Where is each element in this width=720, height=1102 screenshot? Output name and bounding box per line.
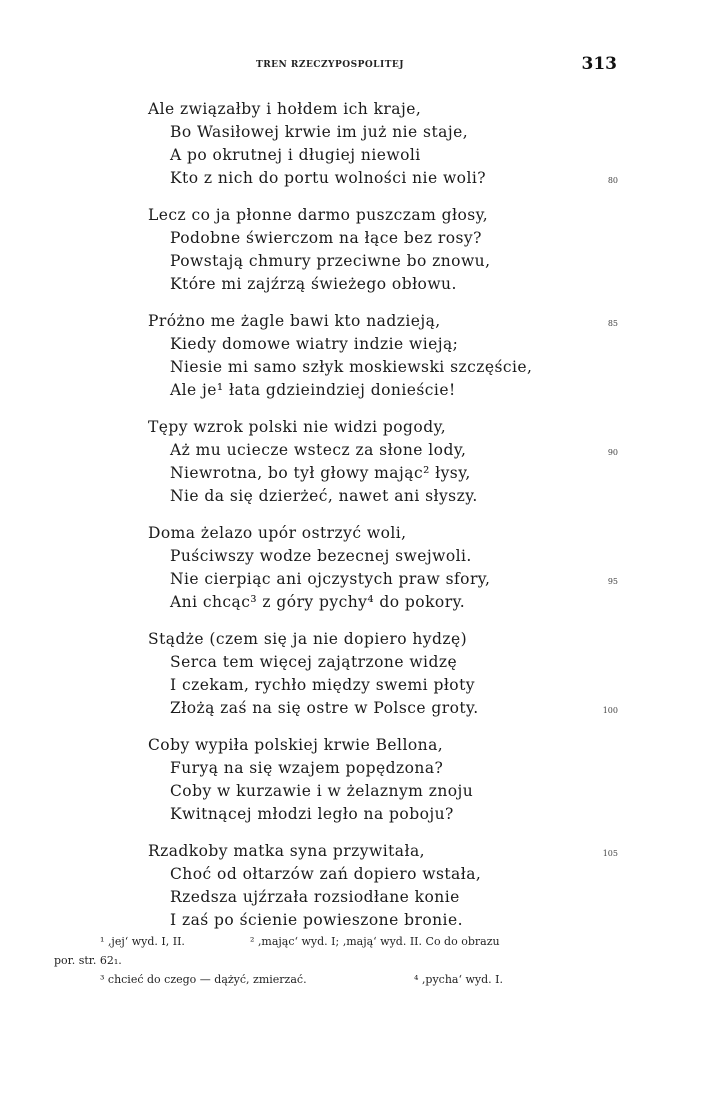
verse-text: Coby w kurzawie i w żelaznym znoju <box>170 782 474 800</box>
verse-line <box>148 144 618 167</box>
verse-text: Próżno me żagle bawi kto nadzieją, <box>148 312 441 330</box>
footnote-3: ³ chcieć do czego — dążyć, zmierzać. <box>100 973 307 986</box>
verse-text: Ale związałby i hołdem ich kraje, <box>148 100 422 118</box>
verse-line <box>148 439 618 462</box>
line-number: 90 <box>607 448 618 457</box>
line-number: 105 <box>602 849 618 858</box>
verse-line <box>148 273 618 296</box>
verse-line <box>148 757 618 780</box>
verse-text: Lecz co ja płonne darmo puszczam głosy, <box>148 206 489 224</box>
verse-text: Aż mu uciecze wstecz za słone lody, <box>170 441 467 459</box>
verse-text: Bo Wasiłowej krwie im już nie staje, <box>170 123 469 141</box>
footnote-4: ⁴ ‚pycha‘ wyd. I. <box>414 973 503 986</box>
line-number: 80 <box>607 176 618 185</box>
verse-line <box>148 416 618 439</box>
footnote-row <box>54 951 614 970</box>
footnote-2: ² ‚mając‘ wyd. I; ‚mają‘ wyd. II. Co do obrazu <box>250 935 500 948</box>
verse-line <box>148 863 618 886</box>
footnotes <box>54 932 614 989</box>
verse-line <box>148 886 618 909</box>
stanza <box>148 416 618 508</box>
verse-text: Stądże (czem się ja nie dopiero hydzę) <box>148 630 468 648</box>
verse-line <box>148 250 618 273</box>
verse-text: Puściwszy wodze bezecnej swejwoli. <box>170 547 472 565</box>
verse-text: Nie da się dzierżeć, nawet ani słyszy. <box>170 487 478 505</box>
verse-text: Rzedsza ujźrzała rozsiodłane konie <box>170 888 460 906</box>
verse-line <box>148 651 618 674</box>
verse-text: Ani chcąc³ z góry pychy⁴ do pokory. <box>170 593 466 611</box>
verse-line <box>148 462 618 485</box>
verse-line <box>148 909 618 932</box>
stanza <box>148 840 618 932</box>
verse-text: Rzadkoby matka syna przywitała, <box>148 842 426 860</box>
verse-text: Serca tem więcej zajątrzone widzę <box>170 653 458 671</box>
verse-text: A po okrutnej i długiej niewoli <box>170 146 421 164</box>
stanza <box>148 628 618 720</box>
footnote-2-continuation: por. str. 62₁. <box>54 954 122 967</box>
verse-line <box>148 167 618 190</box>
verse-line <box>148 840 618 863</box>
verse-line <box>148 333 618 356</box>
line-number: 85 <box>607 319 618 328</box>
line-number: 95 <box>607 577 618 586</box>
verse-text: I czekam, rychło między swemi płoty <box>170 676 475 694</box>
stanza <box>148 522 618 614</box>
verse-text: Doma żelazo upór ostrzyć woli, <box>148 524 407 542</box>
verse-line <box>148 98 618 121</box>
verse-text: Złożą zaś na się ostre w Polsce groty. <box>170 699 479 717</box>
verse-text: Choć od ołtarzów zań dopiero wstała, <box>170 865 482 883</box>
verse-text: Coby wypiła polskiej krwie Bellona, <box>148 736 444 754</box>
running-header: TREN RZECZYPOSPOLITEJ <box>256 60 405 70</box>
verse-line <box>148 522 618 545</box>
verse-text: Furyą na się wzajem popędzona? <box>170 759 444 777</box>
verse-text: Ale je¹ łata gdzieindziej donieście! <box>170 381 456 399</box>
poem-text <box>148 98 618 946</box>
verse-line <box>148 591 618 614</box>
verse-text: Kiedy domowe wiatry indzie wieją; <box>170 335 459 353</box>
footnote-row <box>54 932 614 951</box>
footnote-row <box>54 970 614 989</box>
verse-line <box>148 780 618 803</box>
verse-text: Powstają chmury przeciwne bo znowu, <box>170 252 491 270</box>
verse-line <box>148 803 618 826</box>
page-number: 313 <box>581 54 617 74</box>
verse-text: Niewrotna, bo tył głowy mając² łysy, <box>170 464 471 482</box>
verse-line <box>148 734 618 757</box>
verse-text: Kto z nich do portu wolności nie woli? <box>170 169 487 187</box>
verse-text: Nie cierpiąc ani ojczystych praw sfory, <box>170 570 491 588</box>
footnote-1: ¹ ‚jej‘ wyd. I, II. <box>100 935 185 948</box>
verse-line <box>148 568 618 591</box>
stanza <box>148 98 618 190</box>
verse-line <box>148 310 618 333</box>
stanza <box>148 310 618 402</box>
verse-line <box>148 628 618 651</box>
stanza <box>148 204 618 296</box>
line-number: 100 <box>602 706 618 715</box>
verse-line <box>148 121 618 144</box>
verse-line <box>148 697 618 720</box>
verse-text: Podobne świerczom na łące bez rosy? <box>170 229 482 247</box>
verse-text: Które mi zajźrzą świeżego obłowu. <box>170 275 457 293</box>
verse-line <box>148 204 618 227</box>
verse-text: Kwitnącej młodzi legło na poboju? <box>170 805 454 823</box>
verse-line <box>148 379 618 402</box>
verse-line <box>148 356 618 379</box>
stanza <box>148 734 618 826</box>
verse-line <box>148 674 618 697</box>
verse-line <box>148 227 618 250</box>
verse-text: Niesie mi samo szłyk moskiewski szczęście, <box>170 358 533 376</box>
verse-line <box>148 545 618 568</box>
verse-text: Tępy wzrok polski nie widzi pogody, <box>148 418 447 436</box>
verse-line <box>148 485 618 508</box>
verse-text: I zaś po ścienie powieszone bronie. <box>170 911 463 929</box>
